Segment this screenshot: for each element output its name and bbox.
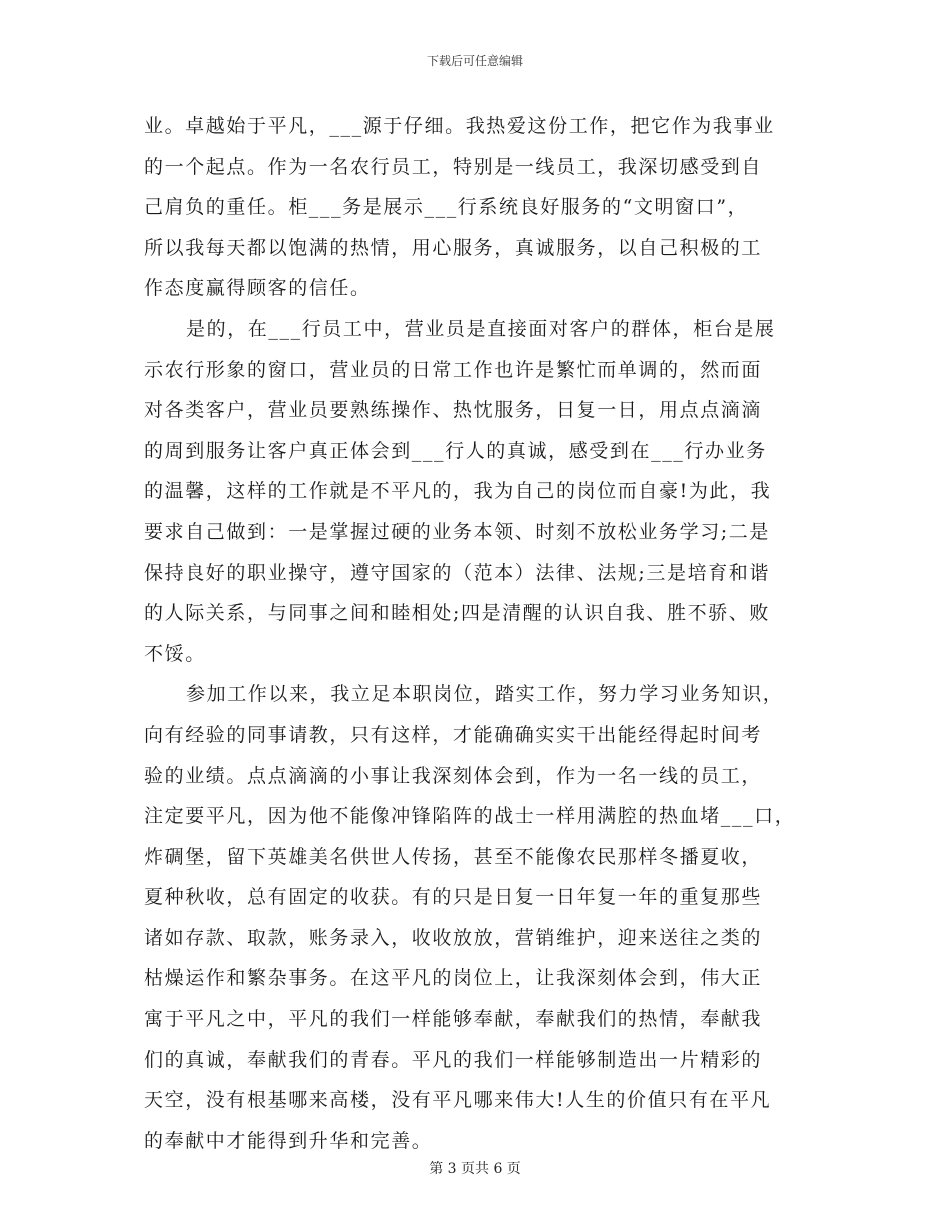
text-line: 要求自己做到：一是掌握过硬的业务本领、时刻不放松业务学习;二是 xyxy=(144,520,771,543)
text-line: 作态度赢得顾客的信任。 xyxy=(144,277,371,300)
text-line: 是的，在___行员工中，营业员是直接面对客户的群体，柜台是展 xyxy=(186,317,776,340)
text-line: 夏种秋收，总有固定的收获。有的只是日复一日年复一年的重复那些 xyxy=(144,886,763,909)
text-line: 的一个起点。作为一名农行员工，特别是一线员工，我深切感受到自 xyxy=(144,155,763,178)
text-line: 验的业绩。点点滴滴的小事让我深刻体会到，作为一名一线的员工， xyxy=(144,764,763,787)
text-line: 寓于平凡之中，平凡的我们一样能够奉献，奉献我们的热情，奉献我 xyxy=(144,1008,763,1031)
text-line: 对各类客户，营业员要熟练操作、热忱服务，日复一日，用点点滴滴 xyxy=(144,399,763,422)
text-line: 的周到服务让客户真正体会到___行人的真诚，感受到在___行办业务 xyxy=(144,439,767,462)
text-line: 炸碉堡，留下英雄美名供世人传扬，甚至不能像农民那样冬播夏收， xyxy=(144,845,763,868)
text-line: 业。卓越始于平凡，___源于仔细。我热爱这份工作，把它作为我事业 xyxy=(144,115,775,137)
text-line: 的奉献中才能得到升华和完善。 xyxy=(144,1129,433,1152)
text-line: 示农行形象的窗口，营业员的日常工作也许是繁忙而单调的，然而面 xyxy=(144,358,763,381)
text-line: 的温馨，这样的工作就是不平凡的，我为自己的岗位而自豪!为此，我 xyxy=(144,480,772,503)
text-line: 己肩负的重任。柜___务是展示___行系统良好服务的“文明窗口”， xyxy=(144,196,749,219)
text-line: 所以我每天都以饱满的热情，用心服务，真诚服务，以自己积极的工 xyxy=(144,236,763,259)
paragraph-2 xyxy=(144,309,816,674)
document-body xyxy=(144,106,816,1161)
text-line: 天空，没有根基哪来高楼，没有平凡哪来伟大!人生的价值只有在平凡 xyxy=(144,1089,772,1112)
text-line: 们的真诚，奉献我们的青春。平凡的我们一样能够制造出一片精彩的 xyxy=(144,1048,763,1071)
text-line: 枯燥运作和繁杂事务。在这平凡的岗位上，让我深刻体会到，伟大正 xyxy=(144,967,763,990)
text-line: 诸如存款、取款，账务录入，收收放放，营销维护，迎来送往之类的 xyxy=(144,926,763,949)
text-line: 的人际关系，与同事之间和睦相处;四是清醒的认识自我、胜不骄、败 xyxy=(144,602,771,625)
text-line: 注定要平凡，因为他不能像冲锋陷阵的战士一样用满腔的热血堵___口， xyxy=(144,805,796,828)
paragraph-1 xyxy=(144,106,816,309)
text-line: 保持良好的职业操守，遵守国家的（范本）法律、法规;三是培育和谐 xyxy=(144,561,771,584)
page-footer: 第 3 页共 6 页 xyxy=(429,1161,521,1177)
text-line: 参加工作以来，我立足本职岗位，踏实工作，努力学习业务知识， xyxy=(186,683,784,706)
text-line: 不馁。 xyxy=(144,642,206,665)
text-line: 向有经验的同事请教，只有这样，才能确确实实干出能经得起时间考 xyxy=(144,723,763,746)
page-header: 下载后可任意编辑 xyxy=(426,54,523,68)
paragraph-3 xyxy=(144,674,816,1161)
